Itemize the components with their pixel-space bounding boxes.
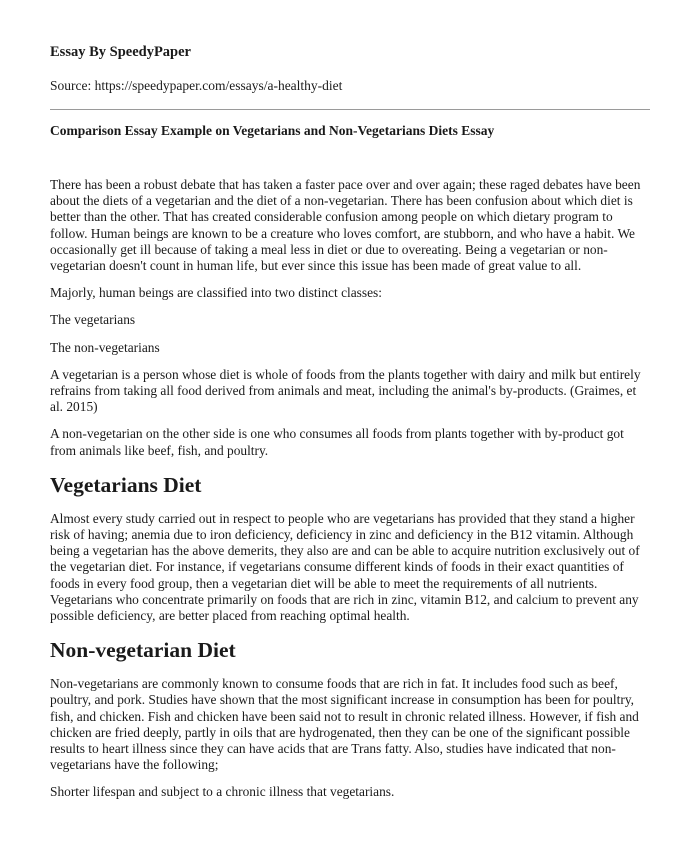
section-heading-non-vegetarian-diet: Non-vegetarian Diet [50,638,236,663]
intro-paragraph-2: Majorly, human beings are classified into two distinct classes: [50,285,382,301]
intro-paragraph-1: There has been a robust debate that has taken a faster pace over and over again; these raged debates have been about the diets of a vegetarian and the diet of a non-vegetarian. There has been confusion about which diet is better than the other. That has created considerable confusion among people on which dietary program to follow. Human beings are known to be a creature who loves comfort, are stubborn, and who have a habit. We occasionally get ill because of taking a meal less in diet or due to overeating. Being a vegetarian or non-vegetarian doesn't count in human life, but ever since this issue has been made of great value to all. [50,177,641,274]
intro-paragraph-3: A vegetarian is a person whose diet is whole of foods from the plants together with dairy and milk but entirely refrains from taking all food derived from animals and meat, including the animal's by-products. (Graimes, et al. 2015) [50,366,641,415]
essay-body [50,177,650,801]
class-item-vegetarians: The vegetarians [50,312,136,328]
brand-line: Essay By SpeedyPaper [50,44,191,60]
document-header [50,0,650,94]
essay-title: Comparison Essay Example on Vegetarians and Non-Vegetarians Diets Essay [50,123,495,138]
class-item-non-vegetarians: The non-vegetarians [50,339,160,355]
source-line: Source: https://speedypaper.com/essays/a-healthy-diet [50,78,343,93]
header-divider [50,109,650,110]
section-heading-vegetarians-diet: Vegetarians Diet [50,472,202,497]
vegetarians-paragraph-1: Almost every study carried out in respect to people who are vegetarians has provided that they stand a higher risk of having; anemia due to iron deficiency, deficiency in zinc and deficiency in the B12 vitamin. Although being a vegetarian has the above demerits, they also are and can be able to acquire nutrition exclusively out of the vegetarian diet. For instance, if vegetarians consume different kinds of foods in their exact quantities of foods in every food group, then a vegetarian diet will be able to meet the requirements of all nutrients. Vegetarians who concentrate primarily on foods that are rich in zinc, vitamin B12, and calcium to prevent any possible deficiency, are better placed from reaching optimal health. [50,510,640,624]
intro-paragraph-4: A non-vegetarian on the other side is one who consumes all foods from plants together with by-product got from animals like beef, fish, and poultry. [50,426,624,458]
non-vegetarian-paragraph-2: Shorter lifespan and subject to a chronic illness that vegetarians. [50,784,395,800]
non-vegetarian-paragraph-1: Non-vegetarians are commonly known to consume foods that are rich in fat. It includes food such as beef, poultry, and pork. Studies have shown that the most significant increase in consumption has been for poultry, fish, and chicken. Fish and chicken have been said not to result in chronic related illness. However, if fish and chicken are fried deeply, partly in oils that are hydrogenated, then they can be one of the significant possible results to heart illness since they can have acids that are Trans fatty. Also, studies have indicated that non-vegetarians have the following; [50,676,639,773]
